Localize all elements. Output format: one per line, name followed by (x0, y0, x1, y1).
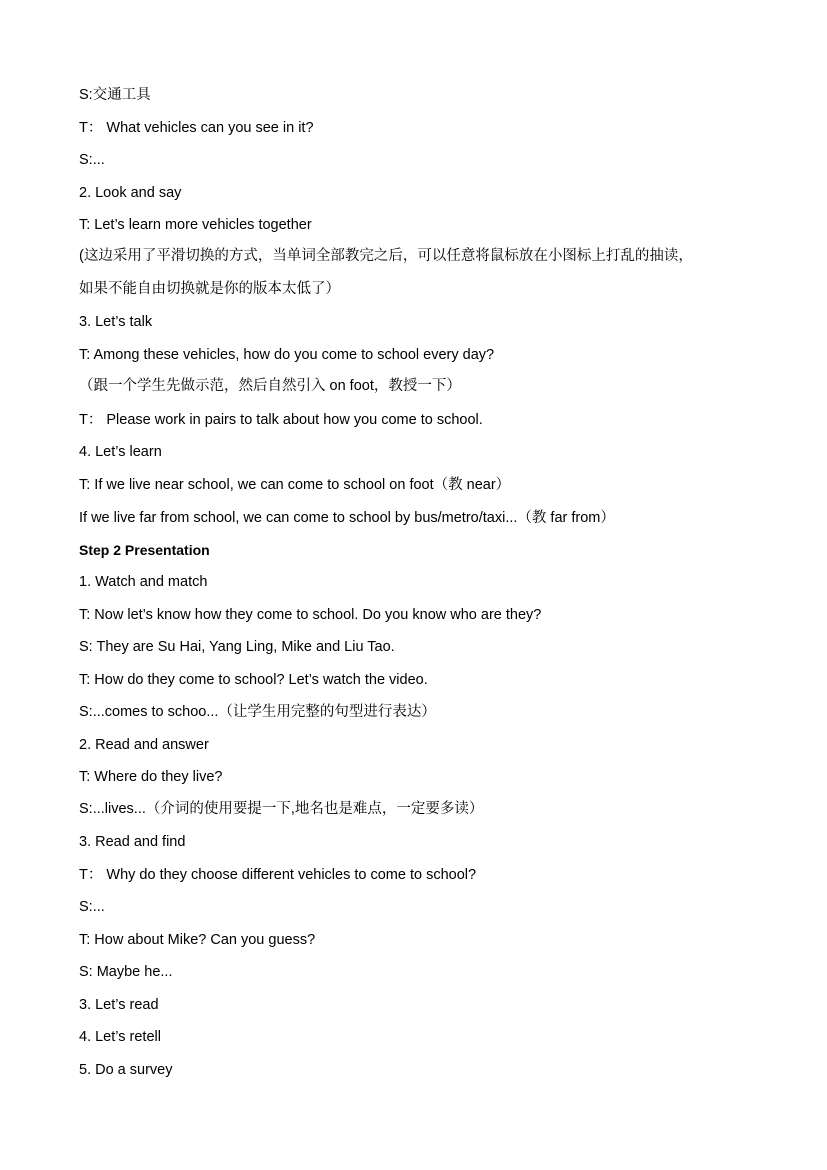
text-line: 5. Do a survey (79, 1062, 173, 1078)
text-line: 3. Let’s talk (79, 314, 153, 330)
text-line: S: Maybe he... (79, 964, 173, 980)
text-line: 2. Read and answer (79, 737, 209, 753)
text-line: S:... (79, 899, 105, 915)
text-line: T： Please work in pairs to talk about how you come to school. (79, 412, 483, 428)
text-line: （跟一个学生先做示范，然后自然引入 on foot，教授一下） (79, 378, 461, 394)
text-line: 3. Read and find (79, 834, 186, 850)
text-line: S: They are Su Hai, Yang Ling, Mike and Liu Tao. (79, 639, 395, 655)
text-line: 4. Let’s learn (79, 444, 162, 460)
section-heading: Step 2 Presentation (79, 542, 210, 558)
text-line: T: How do they come to school? Let’s watch the video. (79, 672, 428, 688)
text-line: S:... (79, 152, 105, 168)
text-line: S:交通工具 (79, 87, 151, 103)
text-line: T: Among these vehicles, how do you come to school every day? (79, 347, 495, 363)
text-line: 1. Watch and match (79, 574, 208, 590)
text-line: T: How about Mike? Can you guess? (79, 932, 316, 948)
text-line: (这边采用了平滑切换的方式，当单词全部教完之后，可以任意将鼠标放在小图标上打乱的抽读， (79, 248, 693, 264)
text-line: 4. Let’s retell (79, 1029, 161, 1045)
text-line: 3. Let’s read (79, 997, 159, 1013)
text-line: T： Why do they choose different vehicles to come to school? (79, 867, 477, 883)
text-line: T： What vehicles can you see in it? (79, 120, 314, 136)
text-line: If we live far from school, we can come to school by bus/metro/taxi...（教 far from） (79, 510, 615, 526)
text-line: 如果不能自由切换就是你的版本太低了） (79, 281, 340, 297)
text-line: T: Where do they live? (79, 769, 223, 785)
text-line: T: Let’s learn more vehicles together (79, 217, 312, 233)
text-line: S:...comes to schoo...（让学生用完整的句型进行表达） (79, 704, 436, 720)
text-line: S:...lives...（介词的使用要提一下,地名也是难点，一定要多读） (79, 801, 484, 817)
text-line: T: If we live near school, we can come to school on foot（教 near） (79, 477, 511, 493)
text-line: 2. Look and say (79, 185, 182, 201)
text-line: T: Now let’s know how they come to school. Do you know who are they? (79, 607, 542, 623)
